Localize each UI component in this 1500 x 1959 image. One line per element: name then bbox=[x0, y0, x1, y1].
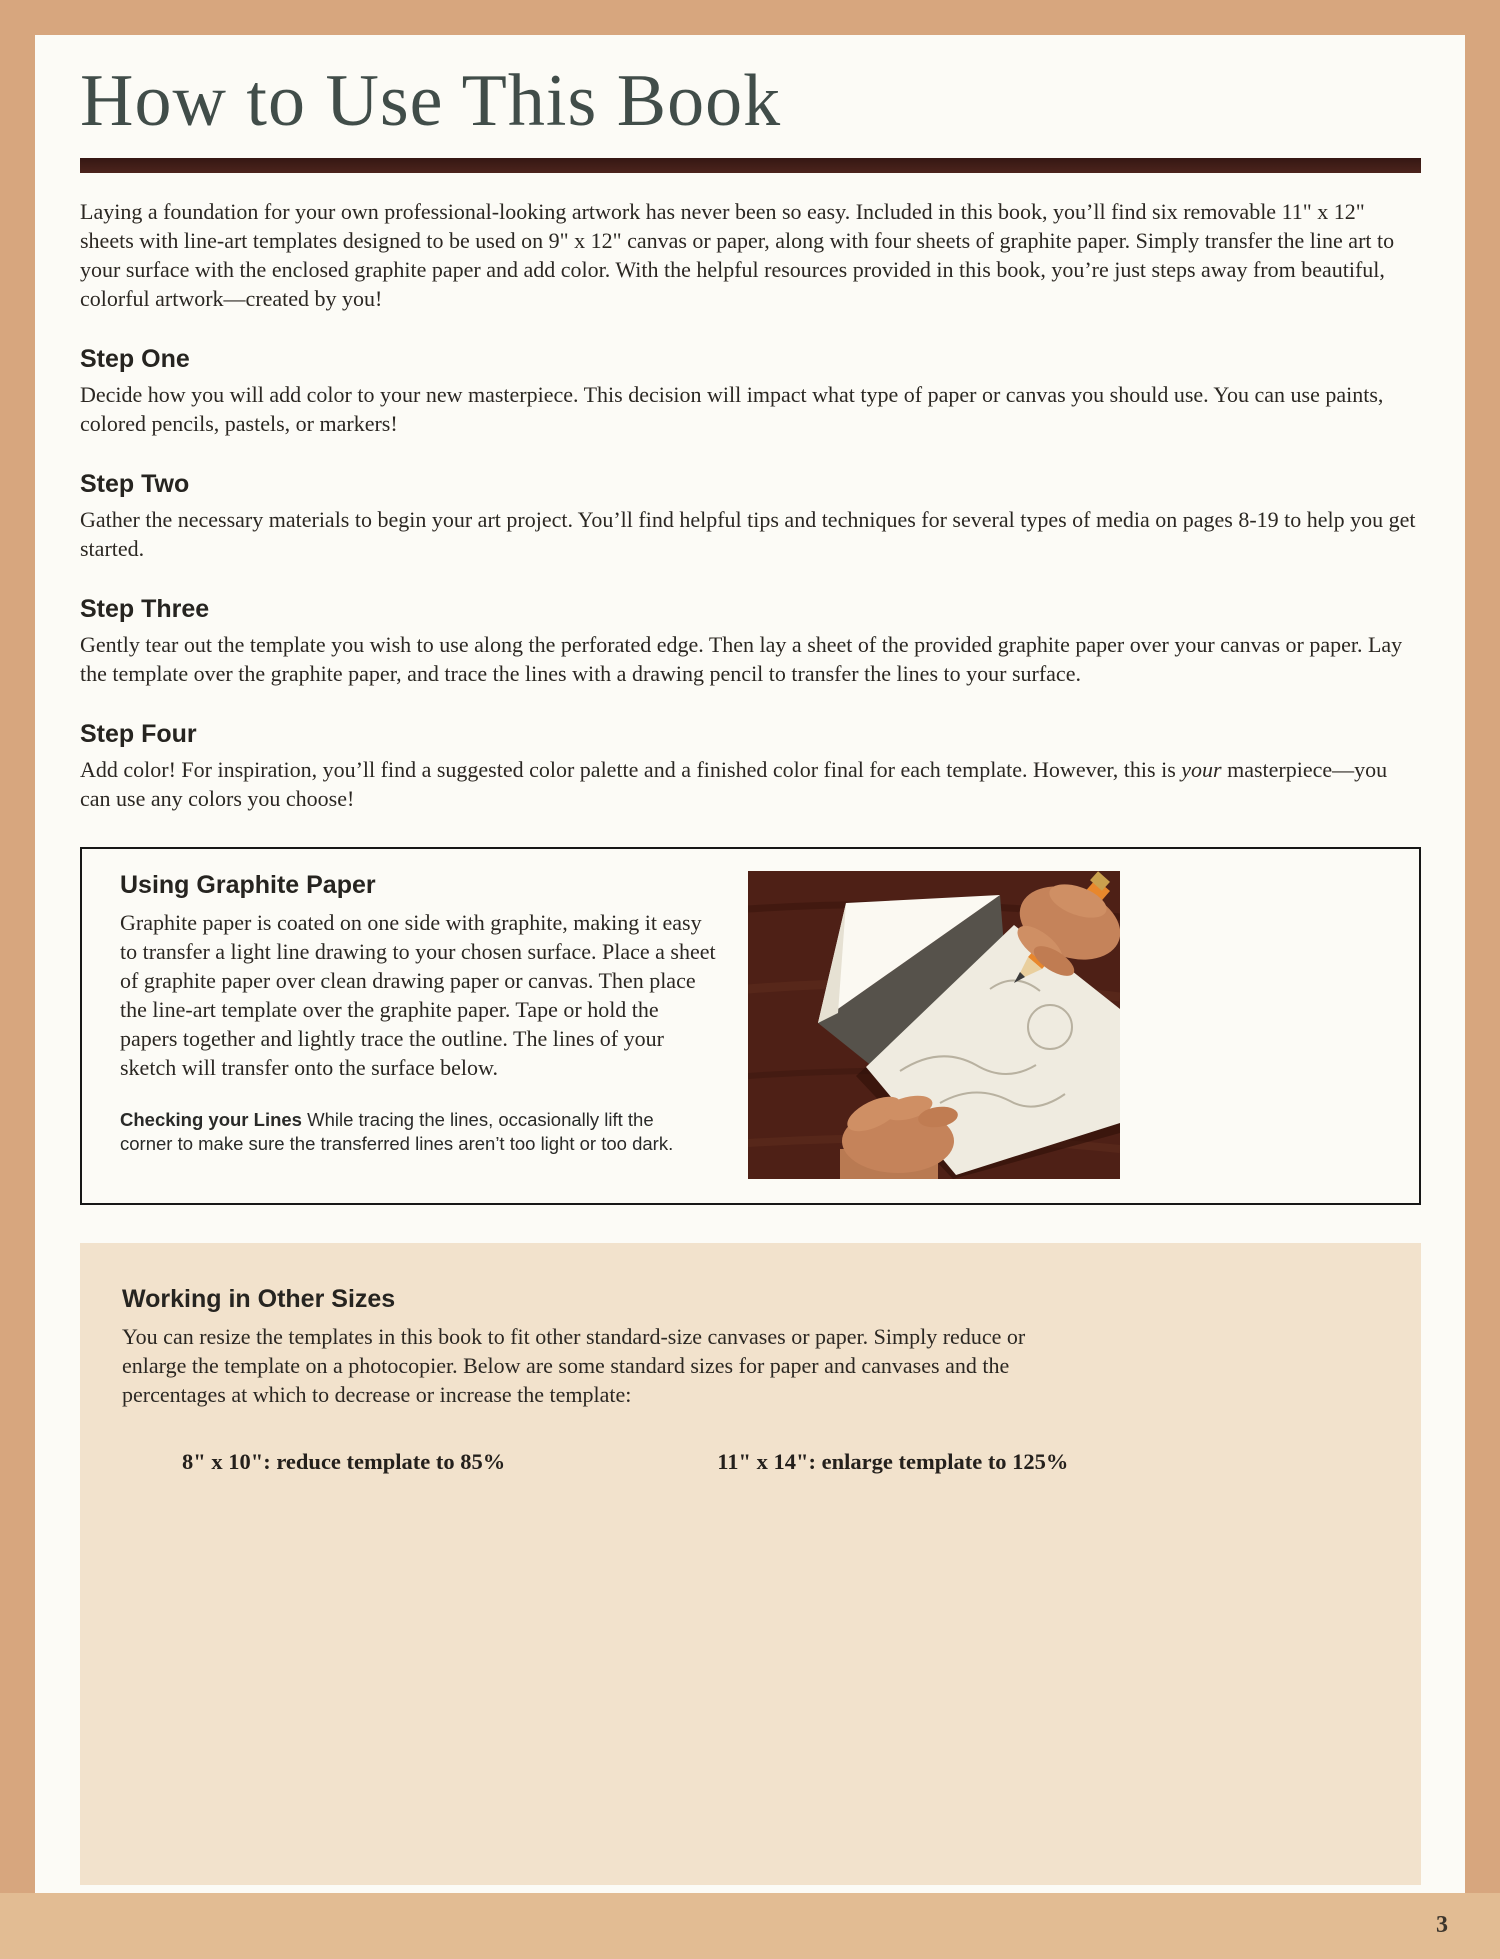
graphite-note-body: While tracing the lines, occasionally lift the corner to make sure the transferred lines aren’t too light or too dark. bbox=[120, 1109, 674, 1154]
graphite-paper-box bbox=[80, 847, 1421, 1205]
graphite-box-note bbox=[120, 1108, 680, 1156]
step-two-body: Gather the necessary materials to begin your art project. You’ll find helpful tips and techniques for several types of media on pages 8-19 to help you get started. bbox=[80, 507, 1416, 561]
bottom-strip bbox=[0, 1893, 1500, 1959]
graphite-box-heading: Using Graphite Paper bbox=[120, 871, 376, 899]
step-four-section bbox=[80, 720, 1421, 813]
step-one-heading: Step One bbox=[80, 345, 190, 373]
page-content bbox=[35, 35, 1465, 1885]
intro-paragraph: Laying a foundation for your own professional-looking artwork has never been so easy. Included in this book, you’ll find six removable 11" x 12" sheets with line-art templates designed to be used on 9" x 12" canvas or paper, along with four sheets of graphite paper. Simply transfer the line art to your surface with the enclosed graphite paper and add color. With the helpful resources provided in this book, you’re just steps away from beautiful, colorful artwork—created by you! bbox=[80, 199, 1395, 311]
step-three-body: Gently tear out the template you wish to use along the perforated edge. Then lay a sheet of the provided graphite paper over your canvas or paper. Lay the template over the graphite paper, and trace the lines with a drawing pencil to transfer the lines to your surface. bbox=[80, 632, 1403, 686]
graphite-box-body: Graphite paper is coated on one side with graphite, making it easy to transfer a light line drawing to your chosen surface. Place a sheet of graphite paper over clean drawing paper or canvas. Then place the line-art template over the graphite paper. Tape or hold the papers together and lightly trace the outline. The lines of your sketch will transfer onto the surface below. bbox=[120, 910, 716, 1080]
graphite-photo-illustration bbox=[748, 871, 1120, 1179]
book-page bbox=[35, 35, 1465, 1893]
size-options-row bbox=[122, 1449, 1377, 1475]
graphite-note-label: Checking your Lines bbox=[120, 1109, 302, 1130]
page-number: 3 bbox=[1436, 1912, 1448, 1938]
size-option-11x14: 11" x 14": enlarge template to 125% bbox=[717, 1449, 1069, 1474]
other-sizes-box bbox=[80, 1243, 1421, 1885]
graphite-photo bbox=[748, 871, 1120, 1179]
other-sizes-body: You can resize the templates in this book to fit other standard-size canvases or paper. Simply reduce or enlarge the template on a photocopier. Below are some standard sizes for paper and canvases and the percentages at which to decrease or increase the template: bbox=[122, 1324, 1026, 1407]
step-one-section bbox=[80, 345, 1421, 438]
step-four-body bbox=[80, 755, 1421, 813]
step-four-body-italic: your bbox=[1181, 757, 1222, 782]
step-four-body-post: masterpiece—you can use any colors you choose! bbox=[80, 757, 1388, 811]
step-three-heading: Step Three bbox=[80, 595, 210, 623]
title-rule bbox=[80, 158, 1421, 173]
graphite-box-text bbox=[120, 871, 718, 1179]
step-one-body: Decide how you will add color to your new masterpiece. This decision will impact what type of paper or canvas you should use. You can use paints, colored pencils, pastels, or markers! bbox=[80, 382, 1384, 436]
step-two-heading: Step Two bbox=[80, 470, 190, 498]
size-option-8x10: 8" x 10": reduce template to 85% bbox=[182, 1449, 506, 1474]
step-four-body-pre: Add color! For inspiration, you’ll find a suggested color palette and a finished color final for each template. However, this is bbox=[80, 757, 1182, 782]
page-title: How to Use This Book bbox=[80, 60, 782, 142]
step-two-section bbox=[80, 470, 1421, 563]
other-sizes-heading: Working in Other Sizes bbox=[122, 1285, 396, 1313]
step-four-heading: Step Four bbox=[80, 720, 197, 748]
step-three-section bbox=[80, 595, 1421, 688]
